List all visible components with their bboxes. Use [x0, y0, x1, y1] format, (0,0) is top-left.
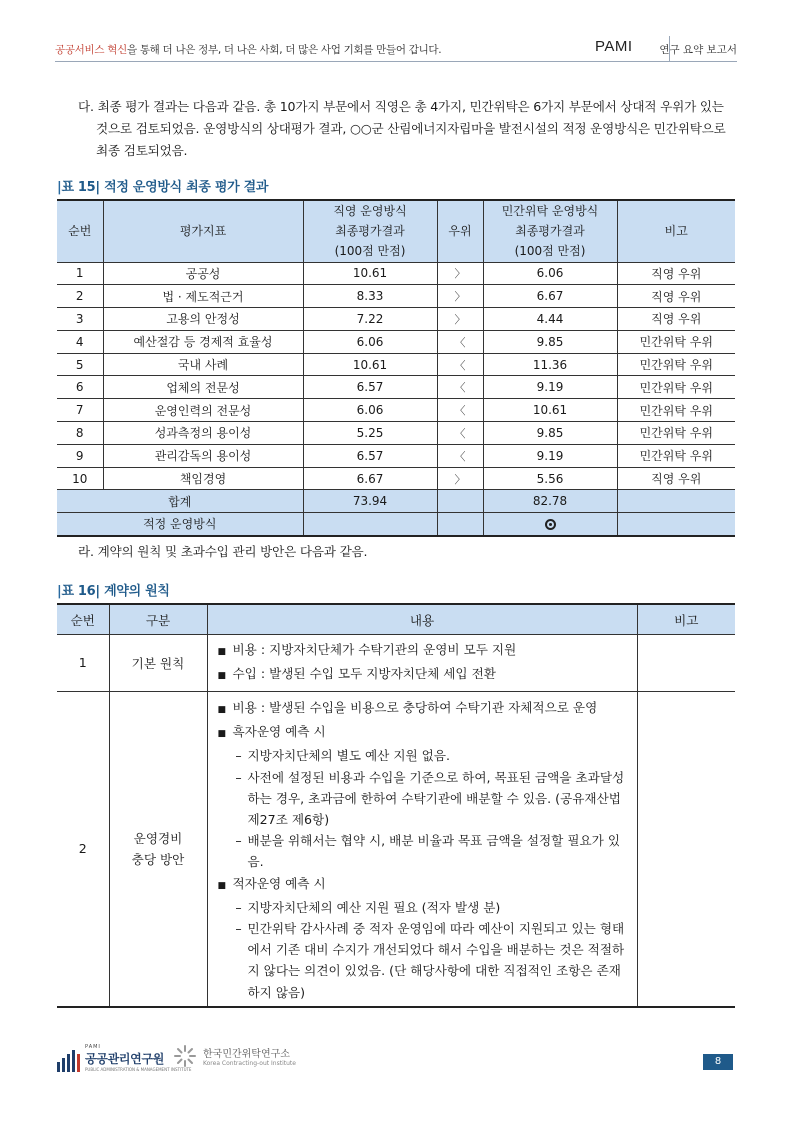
total-private: 82.78 — [483, 490, 617, 513]
paragraph-evaluation-result: 다. 최종 평가 결과는 다음과 같음. 총 10가지 부문에서 직영은 총 4가지, 민간위탁은 6가지 부문에서 상대적 우위가 있는 것으로 검토되었음. 운영방식의 상대평가 결과, ○○군 산림에너지자립마을 발전시설의 적정 운영방식은 민간위탁으로 최종 검토되었음. — [78, 99, 726, 158]
paragraph-contract-principles: 라. 계약의 원칙 및 초과수입 관리 방안은 다음과 같음. — [78, 544, 368, 559]
table-contract-principles — [57, 603, 735, 1008]
table-row: 1 기본 원칙 ■ 비용 : 지방자치단체가 수탁기관의 운영비 모두 지원 ■ 수입 : 발생된 수입 모두 지방자치단체 세입 전환 — [57, 634, 735, 691]
kci-logo: 한국민간위탁연구소 Korea Contracting-out Institute — [173, 1044, 296, 1068]
table-row: 3 고용의 안정성 7.22 〉 4.44 직영 우위 — [57, 308, 735, 331]
header-tagline: 공공서비스 혁신을 통해 더 나은 정부, 더 나은 사회, 더 많은 사업 기회를 만들어 갑니다. — [55, 44, 442, 56]
table-row: 10 책임경영 6.67 〉 5.56 직영 우위 — [57, 467, 735, 490]
table-row: 4 예산절감 등 경제적 효율성 6.06 〈 9.85 민간위탁 우위 — [57, 330, 735, 353]
table-row: 6 업체의 전문성 6.57 〈 9.19 민간위탁 우위 — [57, 376, 735, 399]
table-optimal-row — [57, 513, 735, 536]
col-header-note: 비고 — [617, 200, 735, 262]
col-header-direct: 직영 운영방식 최종평가결과 (100점 만점) — [303, 200, 437, 262]
table-row: 8 성과측정의 용이성 5.25 〈 9.85 민간위탁 우위 — [57, 422, 735, 445]
col-header-no: 순번 — [57, 200, 103, 262]
bar-logo-icon — [57, 1050, 80, 1072]
table-row: 9 관리감독의 용이성 6.57 〈 9.19 민간위탁 우위 — [57, 444, 735, 467]
optimal-marker — [483, 513, 617, 536]
col-header-note: 비고 — [637, 604, 735, 634]
table-total-row — [57, 490, 735, 513]
col-header-content: 내용 — [207, 604, 637, 634]
table-row: 5 국내 사례 10.61 〈 11.36 민간위탁 우위 — [57, 353, 735, 376]
col-header-superior: 우위 — [437, 200, 483, 262]
table-row: 7 운영인력의 전문성 6.06 〈 10.61 민간위탁 우위 — [57, 399, 735, 422]
table-header-row — [57, 200, 735, 262]
header-report-title: 연구 요약 보고서 — [659, 44, 737, 56]
header-brand: PAMI — [595, 38, 633, 55]
optimal-label: 적정 운영방식 — [57, 513, 303, 536]
col-header-private: 민간위탁 운영방식 최종평가결과 (100점 만점) — [483, 200, 617, 262]
table15-caption: |표 15| 적정 운영방식 최종 평가 결과 — [57, 180, 269, 195]
double-circle-icon — [545, 519, 556, 530]
total-label: 합계 — [57, 490, 303, 513]
table-optimal-operation — [57, 199, 735, 537]
page-number: 8 — [703, 1054, 733, 1070]
page-header — [55, 36, 737, 62]
col-header-indicator: 평가지표 — [103, 200, 303, 262]
table-row: 2 법 · 제도적근거 8.33 〉 6.67 직영 우위 — [57, 285, 735, 308]
col-header-no: 순번 — [57, 604, 109, 634]
page-footer — [57, 1040, 735, 1076]
table-row: 1 공공성 10.61 〉 6.06 직영 우위 — [57, 262, 735, 285]
table-header-row — [57, 604, 735, 634]
pami-logo: PAMI 공공관리연구원 PUBLIC ADMINISTRATION & MANAGEMENT INSTITUTE — [57, 1044, 191, 1072]
table16-caption: |표 16| 계약의 원칙 — [57, 584, 170, 599]
header-rule — [55, 61, 737, 62]
total-direct: 73.94 — [303, 490, 437, 513]
table-row: 2 운영경비 충당 방안 ■ 비용 : 발생된 수입을 비용으로 충당하여 수탁기관 자체적으로 운영 ■ 흑자운영 예측 시 – 지방자치단체의 별도 예산 지원 없음. – 사전에 설정된 비용과 수입을 기준으로 하여, 목표된 금액을 초과달성하는 경우, 초과금에 한하여 수탁기관에 배분할 수 있음. (공유재산법 제27조 제6항) – 배분을 위해서는 협약 시, 배분 비율과 목표 금액을 설정할 필요가 있음. ■ 적자운영 예측 시 – 지방자치단체의 예산 지원 필요 (적자 발생 분) – 민간위탁 감사사례 중 적자 운영임에 따라 예산이 지원되고 있는 형태에서 기존 대비 수지가 개선되었다 해서 수입을 배분하는 것은 적절하지 않다는 의견이 있었음. (단 해당사항에 대한 직접적인 조항은 존재하지 않음) — [57, 691, 735, 1006]
col-header-category: 구분 — [109, 604, 207, 634]
sunburst-icon — [173, 1044, 197, 1068]
